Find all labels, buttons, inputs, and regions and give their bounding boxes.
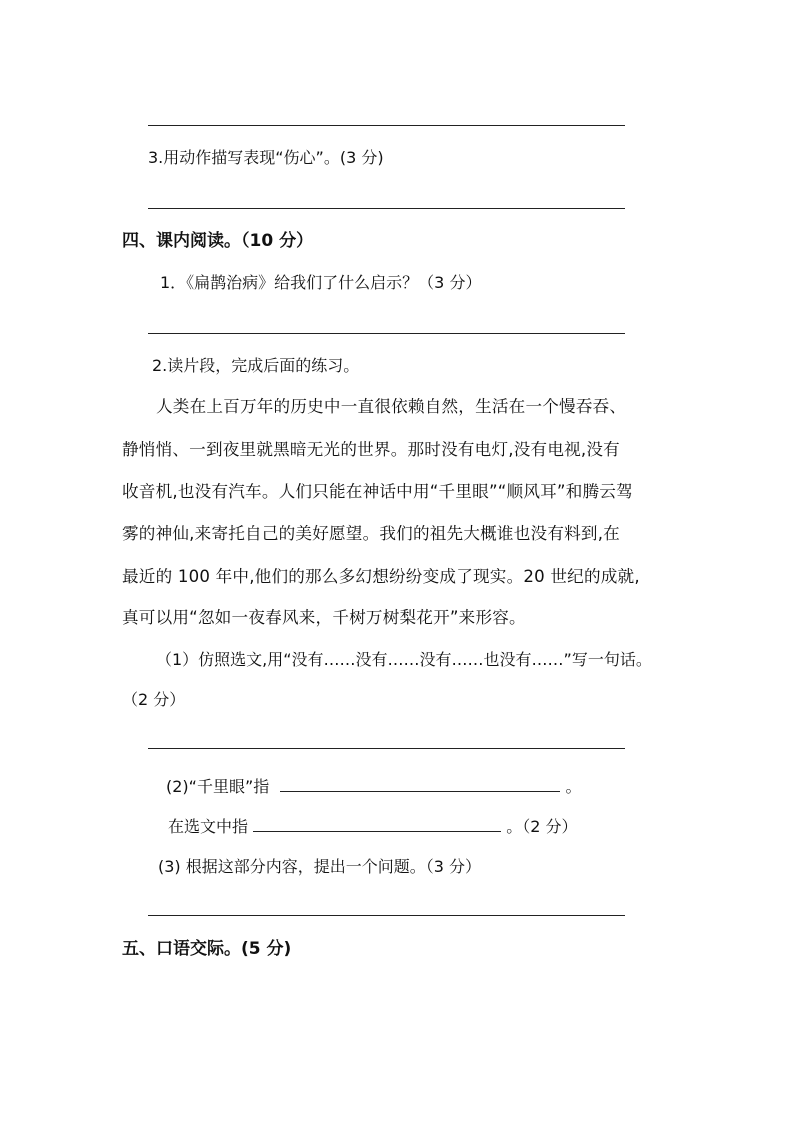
sub-question-3: (3) 根据这部分内容，提出一个问题。（3 分） xyxy=(158,857,482,876)
passage-line: 雾的神仙,来寄托自己的美好愿望。我们的祖先大概谁也没有料到,在 xyxy=(122,524,620,543)
answer-line-q3[interactable] xyxy=(148,208,625,209)
blank-in-passage-meaning[interactable] xyxy=(253,815,501,832)
answer-line-sub3[interactable] xyxy=(148,915,625,916)
answer-line-top[interactable] xyxy=(148,125,625,126)
passage-line: 人类在上百万年的历史中一直很依赖自然，生活在一个慢吞吞、 xyxy=(156,397,627,416)
passage-line: 最近的 100 年中,他们的那么多幻想纷纷变成了现实。20 世纪的成就, xyxy=(122,567,640,586)
passage-line: 真可以用“忽如一夜春风来，千树万树梨花开”来形容。 xyxy=(122,608,526,627)
section-4-question-2-intro: 2.读片段，完成后面的练习。 xyxy=(152,356,360,375)
sub-question-2b xyxy=(168,815,577,837)
section-4-question-1: 1．《扁鹊治病》给我们了什么启示？（3 分） xyxy=(160,273,482,292)
sub-question-2-prefix: (2)“千里眼”指 xyxy=(166,777,270,796)
answer-line-s4q1[interactable] xyxy=(148,333,625,334)
sub-question-1: （1）仿照选文,用“没有……没有……没有……也没有……”写一句话。 xyxy=(156,650,652,669)
question-3: 3.用动作描写表现“伤心”。(3 分) xyxy=(148,148,384,167)
sub-question-2 xyxy=(166,775,581,797)
section-5-heading: 五、口语交际。(5 分) xyxy=(122,939,292,959)
passage-line: 收音机,也没有汽车。人们只能在神话中用“千里眼”“顺风耳”和腾云驾 xyxy=(122,482,633,501)
sub-question-2b-suffix: 。（2 分） xyxy=(506,817,578,836)
sub-question-2b-prefix: 在选文中指 xyxy=(168,817,249,836)
section-4-heading: 四、课内阅读。（10 分） xyxy=(122,231,314,251)
sub-question-2-suffix: 。 xyxy=(565,777,582,796)
sub-question-1-score: （2 分） xyxy=(122,690,186,709)
blank-qianliyan-meaning[interactable] xyxy=(280,775,560,792)
answer-line-sub1[interactable] xyxy=(148,748,625,749)
passage-line: 静悄悄、一到夜里就黑暗无光的世界。那时没有电灯,没有电视,没有 xyxy=(122,440,620,459)
